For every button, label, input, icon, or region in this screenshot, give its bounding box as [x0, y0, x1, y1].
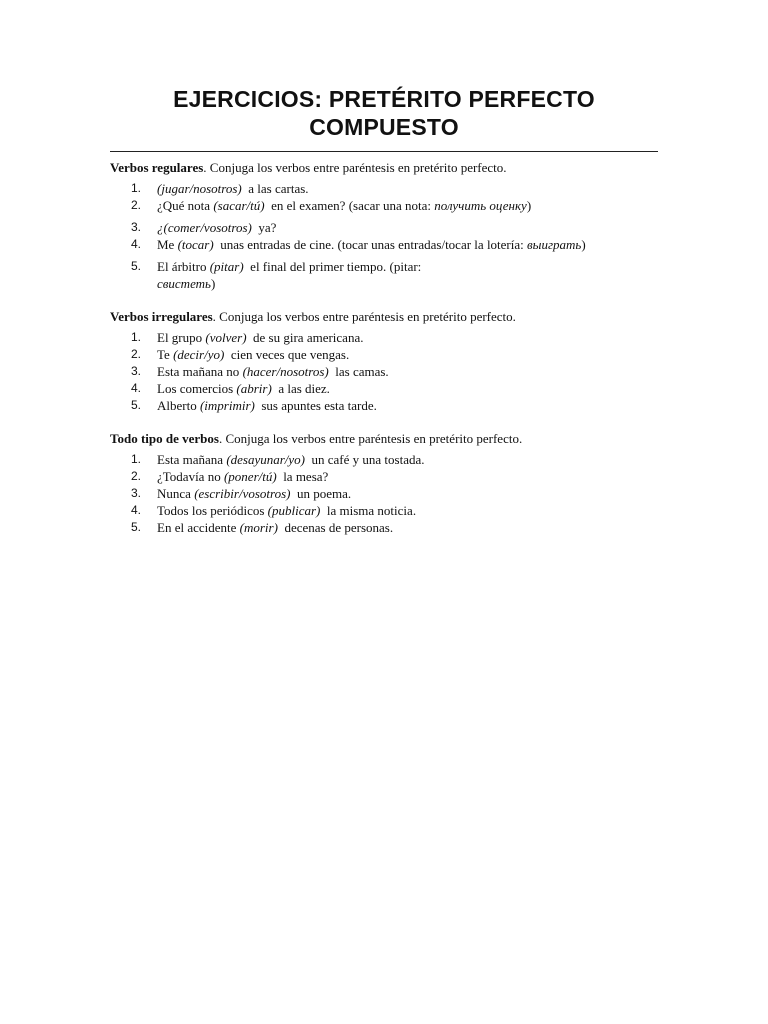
item-number: 5.: [131, 398, 142, 412]
item-number: 3.: [131, 364, 142, 378]
item-number: 2.: [131, 347, 142, 361]
section-heading-instruction: . Conjuga los verbos entre paréntesis en pretérito perfecto.: [212, 309, 516, 324]
item-verb: (imprimir): [199, 398, 255, 413]
item-verb: (publicar): [267, 503, 321, 518]
item-prefix: Los comercios: [157, 381, 237, 396]
item-number: 4.: [131, 237, 142, 251]
section-heading: [110, 159, 658, 176]
section-heading-bold: Todo tipo de verbos: [110, 431, 219, 446]
list-item: [110, 329, 658, 346]
list-item: [110, 258, 658, 292]
list-item: [110, 451, 658, 468]
section-heading: [110, 308, 658, 325]
item-suffix: cien veces que vengas.: [224, 347, 350, 362]
item-suffix: la misma noticia.: [320, 503, 417, 518]
item-prefix: Esta mañana: [157, 452, 227, 467]
item-verb: (poner/tú): [223, 469, 277, 484]
item-verb: (pitar): [209, 259, 244, 274]
item-verb: (tocar): [177, 237, 214, 252]
item-number: 1.: [131, 330, 142, 344]
exercise-list: [110, 180, 658, 292]
item-suffix: de su gira americana.: [246, 330, 364, 345]
item-suffix: decenas de personas.: [277, 520, 394, 535]
item-number: 3.: [131, 220, 142, 234]
item-number: 4.: [131, 381, 142, 395]
list-item: [110, 519, 658, 536]
item-suffix: en el examen? (sacar una nota:: [264, 198, 435, 213]
item-verb: (morir): [239, 520, 278, 535]
item-suffix: el final del primer tiempo. (pitar:: [243, 259, 425, 274]
item-prefix: Todos los periódicos: [157, 503, 268, 518]
worksheet-page: [110, 85, 658, 536]
item-verb: (decir/yo): [173, 347, 225, 362]
item-number: 1.: [131, 181, 142, 195]
item-suffix: las camas.: [328, 364, 389, 379]
section-heading-instruction: . Conjuga los verbos entre paréntesis en pretérito perfecto.: [218, 431, 523, 446]
title-line-2: COMPUESTO: [309, 114, 459, 140]
item-prefix: Me: [157, 237, 178, 252]
item-suffix: a las diez.: [271, 381, 330, 396]
item-prefix: El grupo: [157, 330, 206, 345]
item-number: 5.: [131, 520, 142, 534]
item-prefix: Alberto: [157, 398, 200, 413]
item-verb: (jugar/nosotros): [157, 181, 242, 196]
item-note-close: ): [581, 237, 586, 252]
section-all-verbs: [110, 430, 658, 536]
item-prefix: El árbitro: [157, 259, 210, 274]
item-number: 2.: [131, 469, 142, 483]
section-heading-instruction: . Conjuga los verbos entre paréntesis en pretérito perfecto.: [203, 160, 507, 175]
item-suffix: un poema.: [290, 486, 352, 501]
exercise-list: [110, 451, 658, 536]
item-verb: (sacar/tú): [213, 198, 265, 213]
list-item: [110, 219, 658, 236]
item-number: 3.: [131, 486, 142, 500]
list-item: [110, 346, 658, 363]
item-prefix: ¿Todavía no: [157, 469, 224, 484]
item-prefix: Te: [157, 347, 174, 362]
list-item: [110, 502, 658, 519]
item-number: 2.: [131, 198, 142, 212]
list-item: [110, 180, 658, 197]
section-heading: [110, 430, 658, 447]
item-verb: (volver): [205, 330, 247, 345]
item-note-close: ): [210, 276, 216, 291]
item-suffix: sus apuntes esta tarde.: [254, 398, 377, 413]
list-item: [110, 468, 658, 485]
section-regular-verbs: [110, 159, 658, 292]
title-divider: [110, 151, 658, 152]
item-prefix: En el accidente: [157, 520, 240, 535]
item-prefix: ¿Qué nota: [157, 198, 214, 213]
list-item: [110, 380, 658, 397]
item-note-close: ): [526, 198, 532, 213]
list-item: [110, 197, 658, 214]
item-suffix: unas entradas de cine. (tocar unas entradas/tocar la lotería:: [213, 237, 528, 252]
item-verb: ¿(comer/vosotros): [157, 220, 252, 235]
item-suffix: a las cartas.: [241, 181, 309, 196]
list-item: [110, 363, 658, 380]
section-heading-bold: Verbos irregulares: [110, 309, 213, 324]
item-translation: выиграть: [527, 237, 582, 252]
title-line-1: EJERCICIOS: PRETÉRITO PERFECTO: [173, 86, 595, 112]
item-verb: (hacer/nosotros): [242, 364, 329, 379]
item-suffix: ya?: [251, 220, 277, 235]
page-title: [110, 85, 658, 141]
section-irregular-verbs: [110, 308, 658, 414]
item-translation: получить оценку: [434, 198, 527, 213]
item-number: 4.: [131, 503, 142, 517]
item-number: 5.: [131, 259, 142, 273]
item-number: 1.: [131, 452, 142, 466]
section-heading-bold: Verbos regulares: [110, 160, 204, 175]
item-verb: (escribir/vosotros): [194, 486, 291, 501]
item-prefix: Nunca: [157, 486, 195, 501]
item-suffix: la mesa?: [276, 469, 329, 484]
item-verb: (desayunar/yo): [226, 452, 306, 467]
list-item: [110, 397, 658, 414]
list-item: [110, 485, 658, 502]
item-suffix: un café y una tostada.: [305, 452, 425, 467]
item-translation: свистеть: [157, 276, 211, 291]
item-verb: (abrir): [236, 381, 272, 396]
list-item: [110, 236, 658, 253]
exercise-list: [110, 329, 658, 414]
item-prefix: Esta mañana no: [157, 364, 243, 379]
